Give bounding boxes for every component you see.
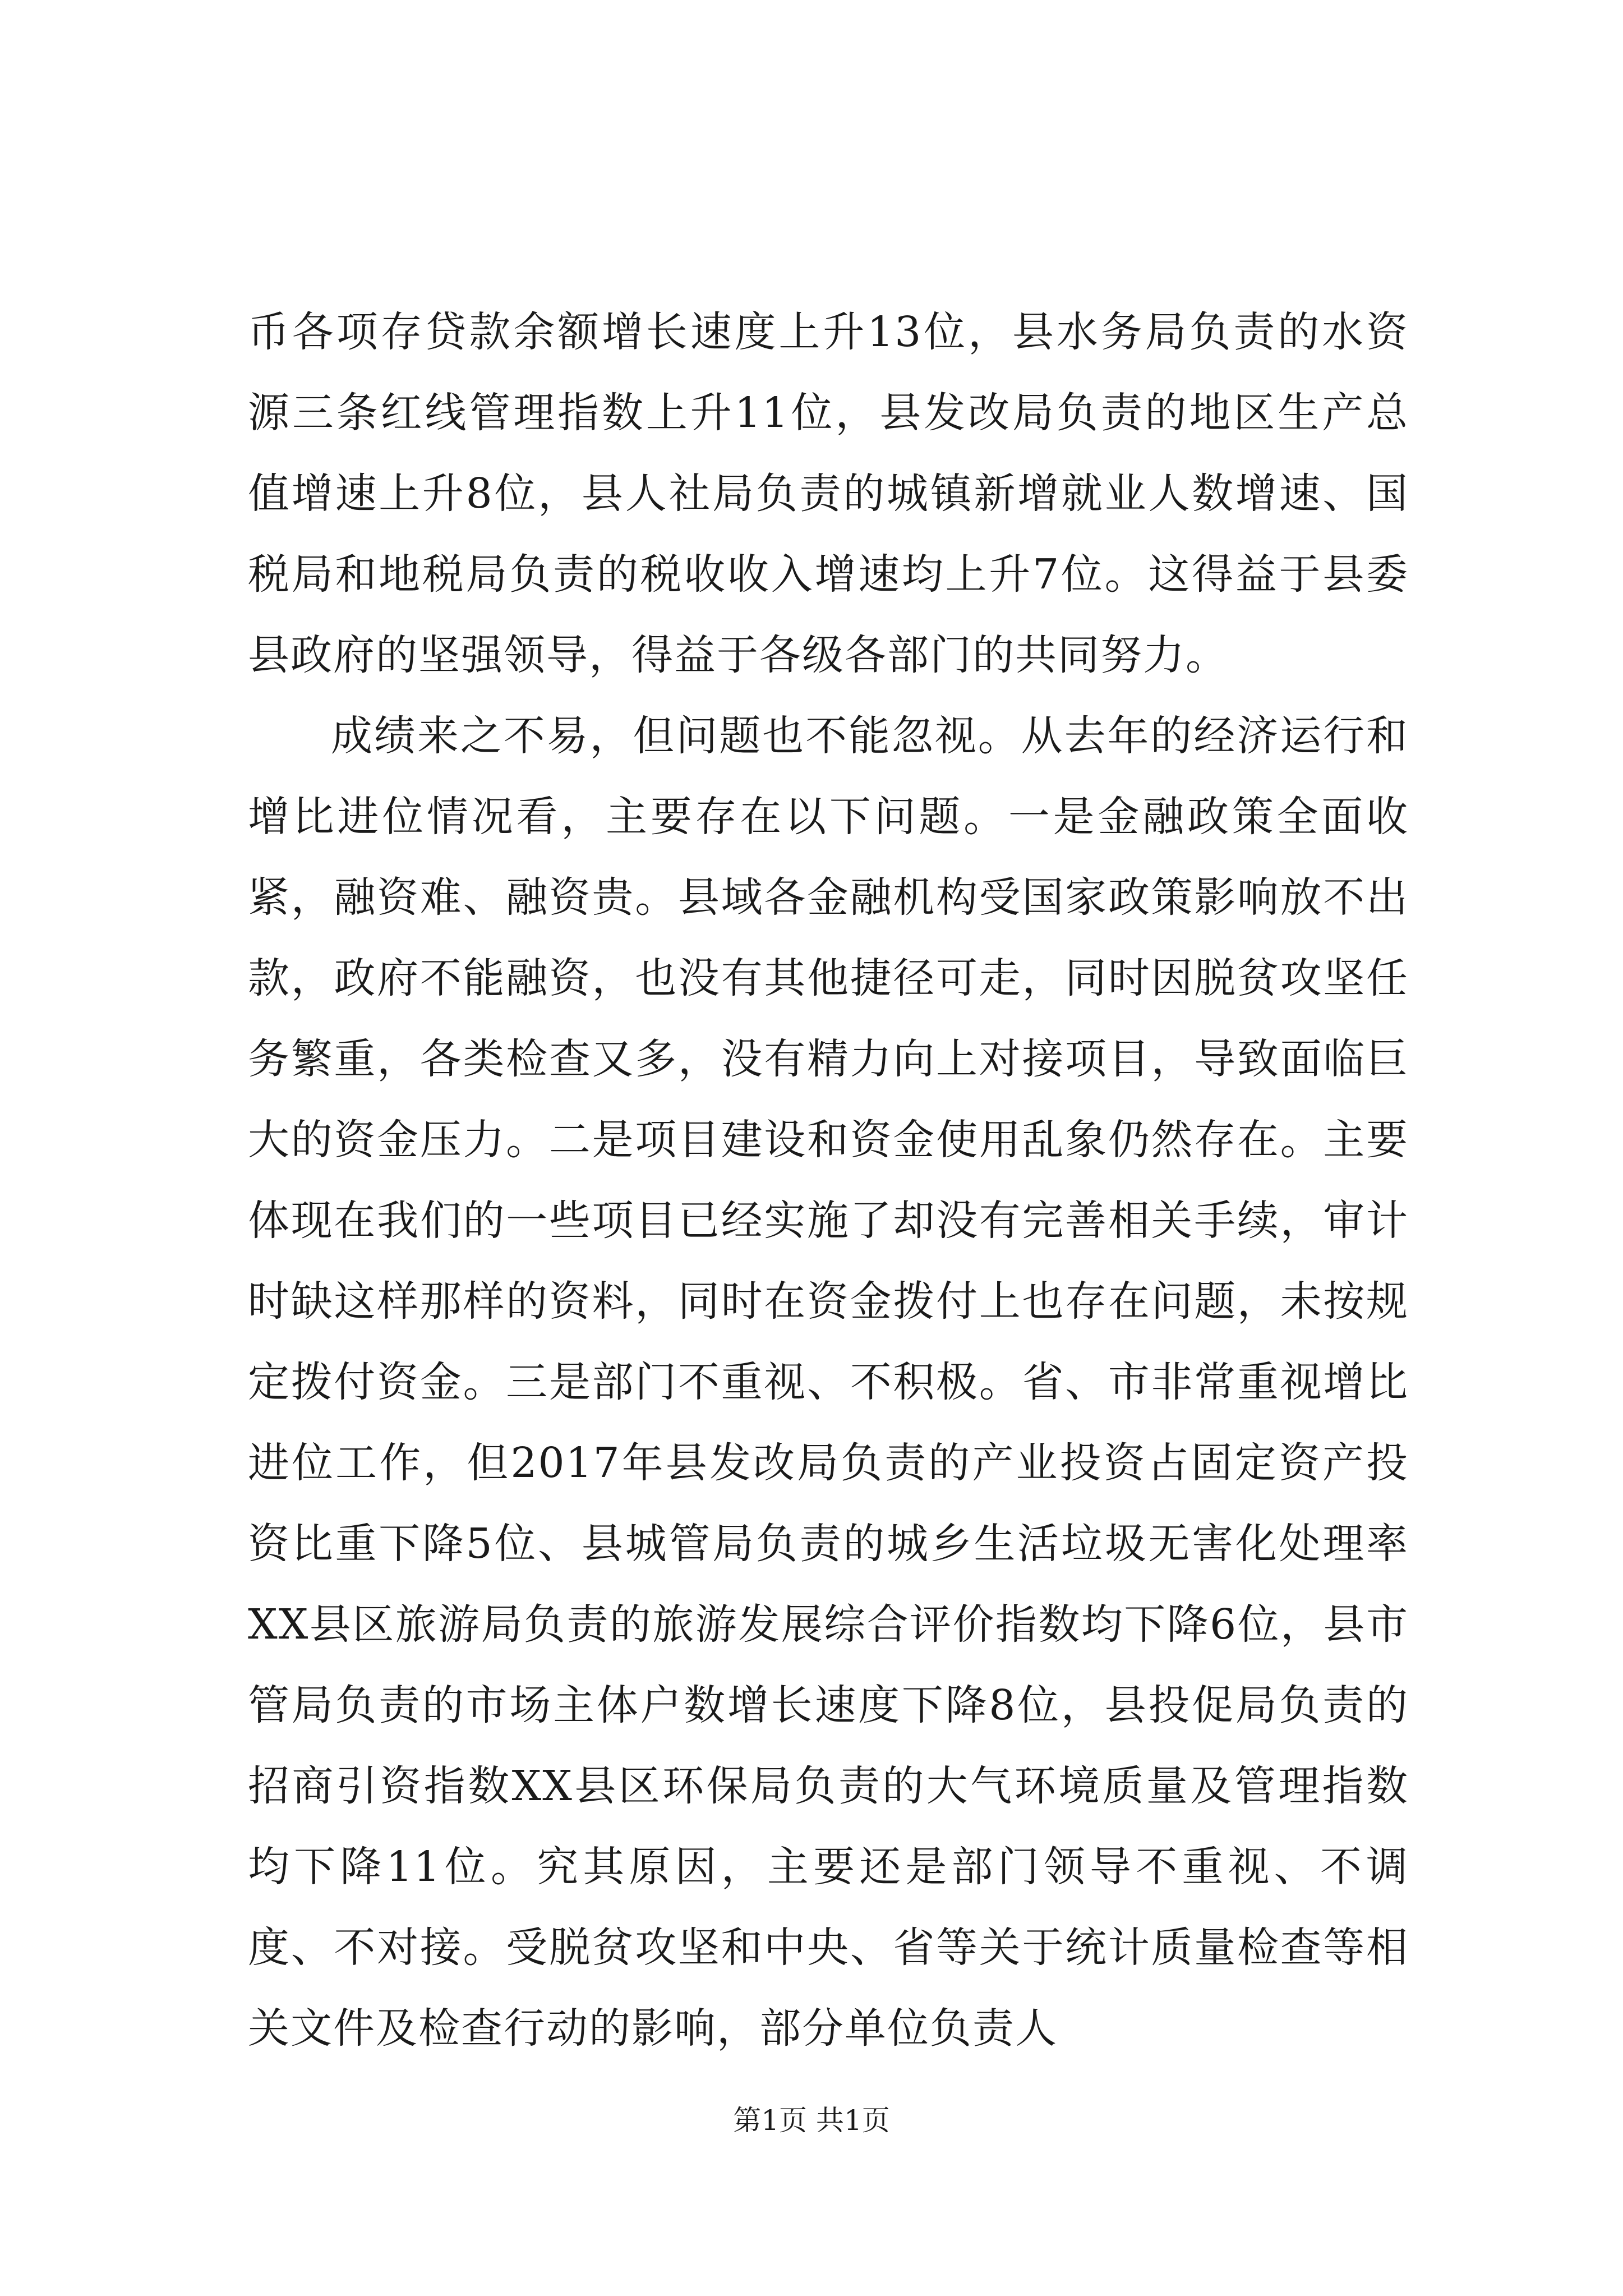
paragraph-2: 成绩来之不易，但问题也不能忽视。从去年的经济运行和增比进位情况看，主要存在以下问题。一是金融政策全面收紧，融资难、融资贵。县域各金融机构受国家政策影响放不出款，政府不能融资，也没有其他捷径可走，同时因脱贫攻坚任务繁重，各类检查又多，没有精力向上对接项目，导致面临巨大的资金压力。二是项目建设和资金使用乱象仍然存在。主要体现在我们的一些项目已经实施了却没有完善相关手续，审计时缺这样那样的资料，同时在资金拨付上也存在问题，未按规定拨付资金。三是部门不重视、不积极。省、市非常重视增比进位工作，但2017年县发改局负责的产业投资占固定资产投资比重下降5位、县城管局负责的城乡生活垃圾无害化处理率XX县区旅游局负责的旅游发展综合评价指数均下降6位，县市管局负责的市场主体户数增长速度下降8位，县投促局负责的招商引资指数XX县区环保局负责的大气环境质量及管理指数均下降11位。究其原因，主要还是部门领导不重视、不调度、不对接。受脱贫攻坚和中央、省等关于统计质量检查等相关文件及检查行动的影响，部分单位负责人	[248, 712, 1409, 2053]
document-body	[248, 292, 1409, 2069]
page-footer: 第1页 共1页	[733, 2104, 890, 2137]
paragraph-1: 币各项存贷款余额增长速度上升13位，县水务局负责的水资源三条红线管理指数上升11位，县发改局负责的地区生产总值增速上升8位，县人社局负责的城镇新增就业人数增速、国税局和地税局负责的税收收入增速均上升7位。这得益于县委县政府的坚强领导，得益于各级各部门的共同努力。	[248, 308, 1409, 679]
